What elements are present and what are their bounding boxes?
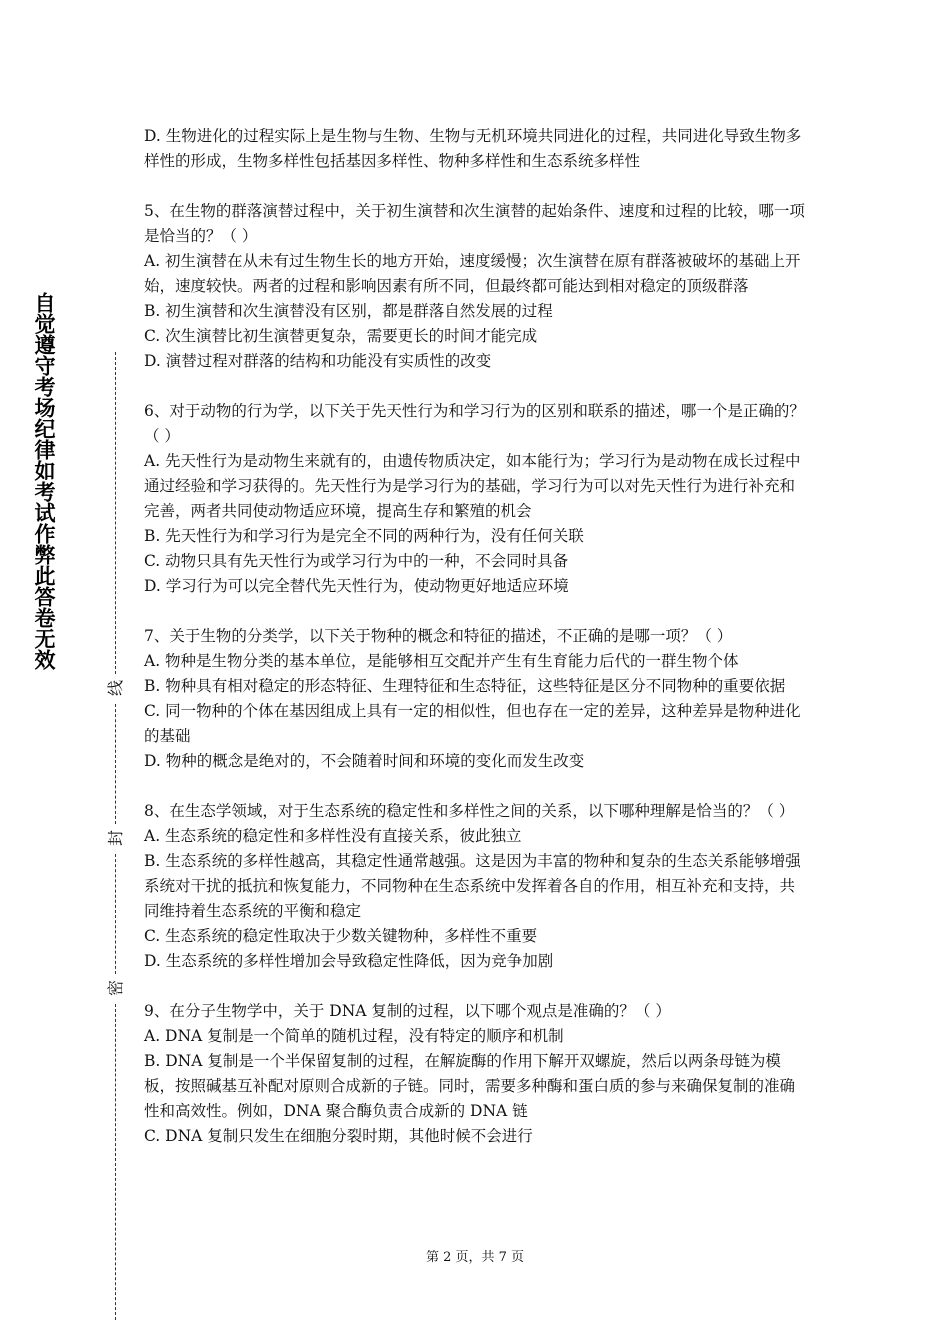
question-6 <box>144 399 808 599</box>
exam-discipline-warning: 自觉遵守考场纪律如考试作弊此答卷无效 <box>32 292 56 670</box>
option-c: C. 同一物种的个体在基因组成上具有一定的相似性，但也存在一定的差异，这种差异是物种进化的基础 <box>144 702 801 745</box>
question-stem: 8、在生态学领域，对于生态系统的稳定性和多样性之间的关系，以下哪种理解是恰当的？（ ） <box>144 802 795 820</box>
option-c: C. 动物只具有先天性行为或学习行为中的一种，不会同时具备 <box>144 552 569 570</box>
option-d: D. 生态系统的多样性增加会导致稳定性降低，因为竞争加剧 <box>144 952 554 970</box>
binding-dash-segment <box>115 704 116 824</box>
question-stem: 6、对于动物的行为学，以下关于先天性行为和学习行为的区别和联系的描述，哪一个是正确的？（ ） <box>144 402 805 445</box>
binding-dash-segment <box>115 854 116 974</box>
option-a: A. 物种是生物分类的基本单位，是能够相互交配并产生有生育能力后代的一群生物个体 <box>144 652 739 670</box>
question-stem: 7、关于生物的分类学，以下关于物种的概念和特征的描述，不正确的是哪一项？（ ） <box>144 627 733 645</box>
question-7 <box>144 624 808 774</box>
question-8 <box>144 799 808 974</box>
option-c: C. DNA 复制只发生在细胞分裂时期，其他时候不会进行 <box>144 1127 533 1145</box>
option-b: B. DNA 复制是一个半保留复制的过程，在解旋酶的作用下解开双螺旋，然后以两条母链为模板，按照碱基互补配对原则合成新的子链。同时，需要多种酶和蛋白质的参与来确保复制的准确性和高效性。例如，DNA 聚合酶负责合成新的 DNA 链 <box>144 1052 796 1120</box>
option-d: D. 学习行为可以完全替代先天性行为，使动物更好地适应环境 <box>144 577 569 595</box>
option-b: B. 先天性行为和学习行为是完全不同的两种行为，没有任何关联 <box>144 527 584 545</box>
option-a: A. 先天性行为是动物生来就有的，由遗传物质决定，如本能行为；学习行为是动物在成长过程中通过经验和学习获得的。先天性行为是学习行为的基础，学习行为可以对先天性行为进行补充和完善，两者共同使动物适应环境，提高生存和繁殖的机会 <box>144 452 801 520</box>
binding-label-xian: 线 <box>106 680 125 697</box>
previous-question-option-d: D. 生物进化的过程实际上是生物与生物、生物与无机环境共同进化的过程，共同进化导致生物多样性的形成，生物多样性包括基因多样性、物种多样性和生态系统多样性 <box>144 127 802 170</box>
option-d: D. 物种的概念是绝对的，不会随着时间和环境的变化而发生改变 <box>144 752 585 770</box>
option-d: D. 演替过程对群落的结构和功能没有实质性的改变 <box>144 352 492 370</box>
option-c: C. 次生演替比初生演替更复杂，需要更长的时间才能完成 <box>144 327 538 345</box>
option-a: A. DNA 复制是一个简单的随机过程，没有特定的顺序和机制 <box>144 1027 564 1045</box>
option-c: C. 生态系统的稳定性取决于少数关键物种，多样性不重要 <box>144 927 538 945</box>
option-a: A. 初生演替在从未有过生物生长的地方开始，速度缓慢；次生演替在原有群落被破坏的基础上开始，速度较快。两者的过程和影响因素有所不同，但最终都可能达到相对稳定的顶级群落 <box>144 252 801 295</box>
option-b: B. 生态系统的多样性越高，其稳定性通常越强。这是因为丰富的物种和复杂的生态关系能够增强系统对干扰的抵抗和恢复能力，不同物种在生态系统中发挥着各自的作用，相互补充和支持，共同维持着生态系统的平衡和稳定 <box>144 852 801 920</box>
option-b: B. 初生演替和次生演替没有区别，都是群落自然发展的过程 <box>144 302 553 320</box>
binding-label-feng: 封 <box>106 830 125 847</box>
question-5 <box>144 199 808 374</box>
page-footer: 第 2 页，共 7 页 <box>425 1250 525 1265</box>
option-b: B. 物种具有相对稳定的形态特征、生理特征和生态特征，这些特征是区分不同物种的重要依据 <box>144 677 786 695</box>
binding-dash-segment <box>115 1004 116 1320</box>
question-9 <box>144 999 808 1149</box>
binding-dash-segment <box>115 352 116 674</box>
option-a: A. 生态系统的稳定性和多样性没有直接关系，彼此独立 <box>144 827 522 845</box>
question-stem: 5、在生物的群落演替过程中，关于初生演替和次生演替的起始条件、速度和过程的比较，哪一项是恰当的？（ ） <box>144 202 805 245</box>
binding-line <box>104 352 128 1320</box>
question-content <box>144 124 808 1149</box>
question-stem: 9、在分子生物学中，关于 DNA 复制的过程，以下哪个观点是准确的？（ ） <box>144 1002 671 1020</box>
binding-label-mi: 密 <box>106 980 125 997</box>
